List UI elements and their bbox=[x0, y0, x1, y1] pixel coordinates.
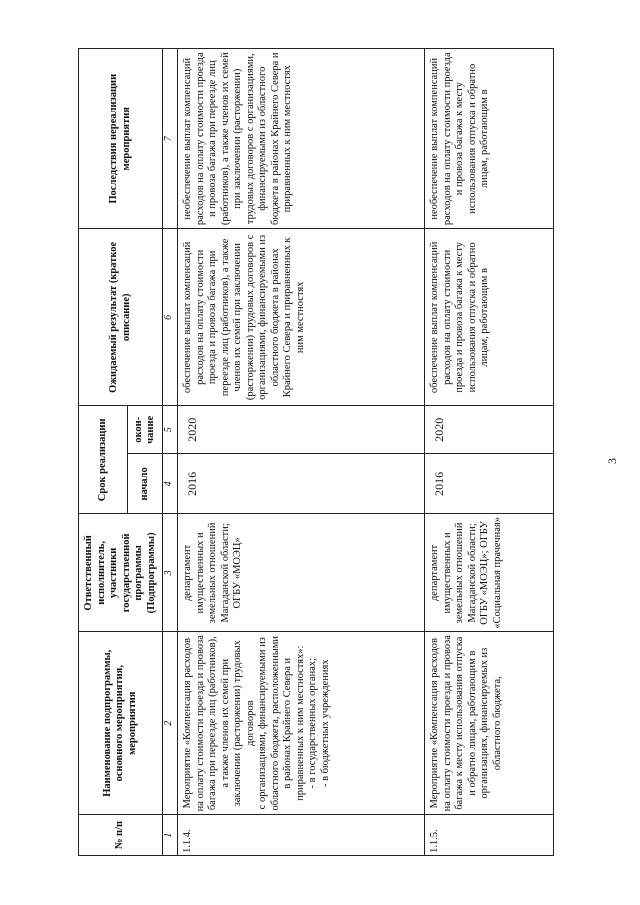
row-result: обеспечение выплат компенсаций расходов на оплату стоимости проезда и провоза багажа к месту использования отпуска и обратно лицам, работающим в bbox=[425, 229, 554, 406]
header-name: Наименование подпрограммы, основного мероприятия, мероприятия bbox=[79, 632, 163, 815]
row-responsible: департамент имущественных и земельных отношений Магаданской области; ОГБУ «МОЭЦ» bbox=[178, 514, 425, 632]
row-end: 2020 bbox=[178, 406, 425, 454]
program-measures-table bbox=[78, 48, 554, 856]
row-name-line: Мероприятие «Компенсация расходов на оплату стоимости проезда и провоза багажа при переезде лиц (работников), а также членов их семей при заключении (расторжении) трудовых договоров bbox=[182, 635, 256, 812]
header-start: начало bbox=[128, 454, 163, 514]
table-row bbox=[425, 49, 554, 856]
row-name bbox=[178, 632, 425, 815]
row-name-line: с организациями, финансируемыми из областного бюджета, расположенными в районах Крайнего Севера и приравненных к ним местностях»: bbox=[257, 635, 306, 811]
header-consequences: Последствия нереализации мероприятия bbox=[79, 49, 163, 229]
row-start: 2016 bbox=[178, 454, 425, 514]
row-end: 2020 bbox=[425, 406, 554, 454]
row-responsible: департамент имущественных и земельных отношений Магаданской области; ОГБУ «МОЭЦ»; ОГБУ «Социальная прачечная» bbox=[425, 514, 554, 632]
col-number: 5 bbox=[163, 406, 178, 454]
row-name-line: - в бюджетных учреждениях bbox=[319, 659, 331, 788]
header-result: Ожидаемый результат (краткое описание) bbox=[79, 229, 163, 406]
row-number: 1.1.4. bbox=[178, 815, 425, 856]
col-number: 6 bbox=[163, 229, 178, 406]
row-consequences: необеспечение выплат компенсаций расходов на оплату стоимости проезда и провоза багажа к месту использования отпуска и обратно лицам, работающим в bbox=[425, 49, 554, 229]
row-number: 1.1.5. bbox=[425, 815, 554, 856]
col-number: 3 bbox=[163, 514, 178, 632]
row-name-line: - в государственных органах; bbox=[307, 657, 318, 789]
col-number: 1 bbox=[163, 815, 178, 856]
row-start: 2016 bbox=[425, 454, 554, 514]
col-number: 4 bbox=[163, 454, 178, 514]
row-name-line: Мероприятие «Компенсация расходов на оплату стоимости проезда и провоза багажа к месту использования отпуска и обратно лицам, работающим в организациях, финансируемых из областного бюджета, bbox=[429, 635, 503, 812]
header-end: окон-чание bbox=[128, 406, 163, 454]
header-responsible: Ответственный исполнитель, участники государственной программы (Подпрограммы) bbox=[79, 514, 163, 632]
row-name bbox=[425, 632, 554, 815]
row-consequences: необеспечение выплат компенсаций расходов на оплату стоимости проезда и провоза багажа при переезде лиц (работников), а также членов их семей при заключении (расторжении) трудовых договоров с организациями, финансируемыми из областного бюджета в районах Крайнего Севера и приравненных к ним местностях bbox=[178, 49, 425, 229]
rotated-table-container bbox=[78, 48, 588, 856]
col-number: 7 bbox=[163, 49, 178, 229]
header-num: № п/п bbox=[79, 815, 163, 856]
page-number: 3 bbox=[605, 458, 619, 464]
table-row bbox=[178, 49, 425, 856]
header-period: Срок реализации bbox=[79, 406, 128, 514]
col-number: 2 bbox=[163, 632, 178, 815]
row-result: обеспечение выплат компенсаций расходов на оплату стоимости проезда и провоза багажа при переезде лиц (работников), а также членов их семей при заключении (расторжении) трудовых договоров с организациями, финансируемыми из областного бюджета в районах Крайнего Севера и приравненных к ним местностях bbox=[178, 229, 425, 406]
